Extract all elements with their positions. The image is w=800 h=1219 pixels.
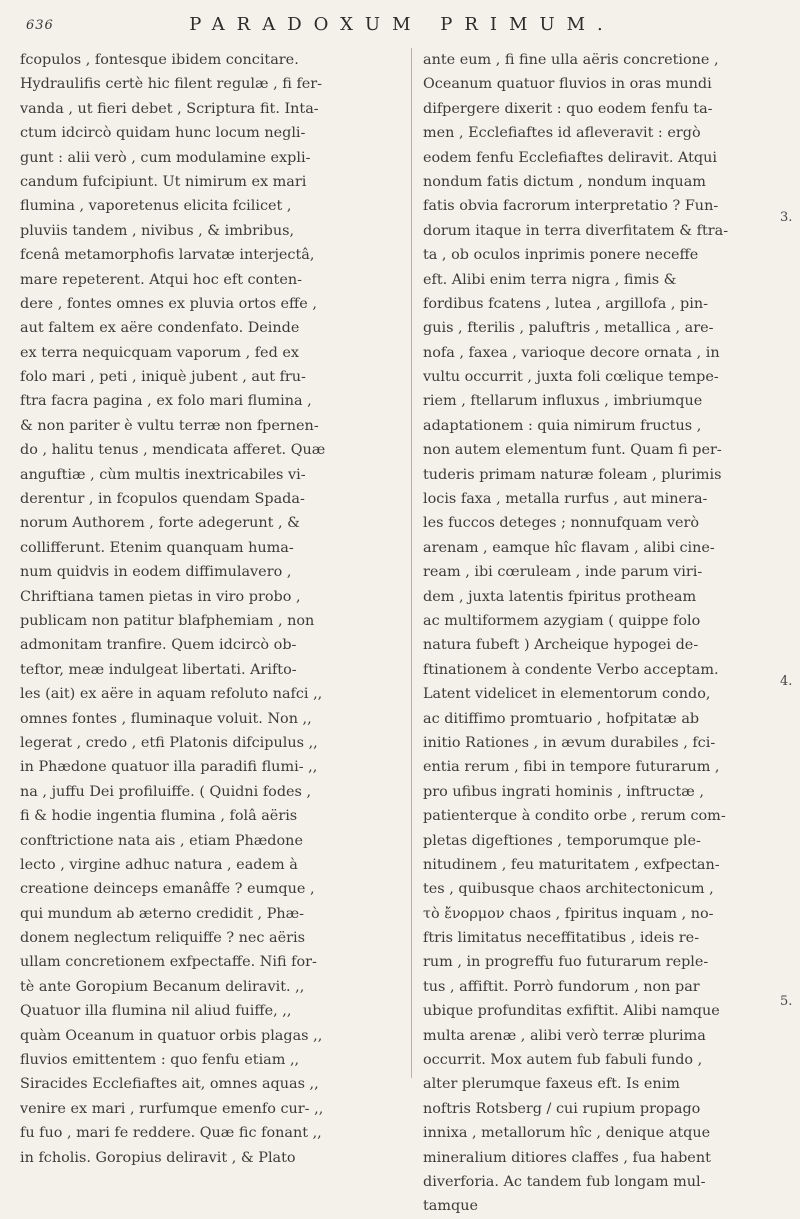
text-line: men , Ecclefiaftes id afleveravit : ergò [423, 125, 701, 142]
text-line: τὸ ἔνορμον chaos , fpiritus inquam , no- [423, 905, 714, 922]
text-line: na , juffu Dei profiluiffe. ( Quidni fodes , [20, 783, 312, 800]
text-line: dorum itaque in terra diverfitatem & ftra- [423, 222, 729, 239]
text-line: admonitam tranfire. Quem idcircò ob- [20, 637, 297, 654]
text-line: eft. Alibi enim terra nigra , fimis & [423, 271, 677, 288]
text-line: lecto , virgine adhuc natura , eadem à [20, 856, 298, 873]
margin-number: 5. [780, 994, 793, 1009]
text-line: tus , affiftit. Porrò fundorum , non par [423, 978, 700, 995]
text-line: fi & hodie ingentia flumina , folâ aëris [20, 808, 298, 825]
text-line: multa arenæ , alibi verò terræ plurima [423, 1027, 706, 1044]
text-line: ftris limitatus neceffitatibus , ideis re- [423, 930, 700, 947]
text-line: collifferunt. Etenim quanquam huma- [20, 539, 294, 556]
text-line: Quatuor illa flumina nil aliud fuiffe, ,, [20, 1003, 292, 1020]
text-line: ctum idcircò quidam hunc locum negli- [20, 125, 306, 142]
text-line: fluvios emittentem : quo fenfu etiam ,, [20, 1052, 300, 1069]
text-line: initio Rationes , in ævum durabiles , fci- [423, 734, 716, 751]
text-line: quàm Oceanum in quatuor orbis plagas ,, [20, 1027, 323, 1044]
text-line: anguftiæ , cùm multis inextricabiles vi- [20, 466, 306, 483]
text-line: innixa , metallorum hîc , denique atque [423, 1125, 711, 1142]
margin-number: 3. [780, 210, 793, 225]
text-line: tè ante Goropium Becanum deliravit. ,, [20, 978, 305, 995]
text-line: ante eum , fi fine ulla aëris concretione , [423, 52, 719, 68]
right-column [423, 48, 775, 1219]
text-line: tes , quibusque chaos architectonicum , [423, 881, 714, 898]
text-line: difpergere dixerit : quo eodem fenfu ta- [423, 100, 713, 117]
text-line: gunt : alii verò , cum modulamine expli- [20, 149, 311, 166]
text-line: riem , ftellarum influxus , imbriumque [423, 393, 703, 410]
text-line: ex terra nequicquam vaporum , fed ex [20, 344, 299, 361]
text-line: nondum fatis dictum , nondum inquam [423, 173, 706, 190]
page-header [24, 14, 780, 38]
text-line: Chriftiana tamen pietas in viro probo , [20, 588, 301, 605]
text-line: diverforia. Ac tandem fub longam mul- [423, 1173, 706, 1190]
text-line: alter plerumque faxeus eft. Is enim [423, 1076, 680, 1093]
text-line: patienterque à condito orbe , rerum com- [423, 808, 726, 825]
text-line: dem , juxta latentis fpiritus protheam [423, 588, 697, 605]
text-line: ftinationem à condente Verbo acceptam. [423, 661, 719, 678]
text-line: occurrit. Mox autem fub fabuli fundo , [423, 1052, 703, 1069]
text-line: aut faltem ex aëre condenfato. Deinde [20, 320, 300, 337]
text-line: les (ait) ex aëre in aquam refoluto nafci ,, [20, 686, 323, 703]
text-line: rum , in progreffu fuo futurarum reple- [423, 954, 709, 971]
text-line: ullam concretionem exfpectaffe. Nifi for- [20, 954, 317, 971]
text-line: nofa , faxea , varioque decore ornata , in [423, 344, 720, 361]
text-line: natura fubeft ) Archeique hypogei de- [423, 637, 699, 654]
text-line: norum Authorem , forte adegerunt , & [20, 515, 300, 532]
running-title: PARADOXUM PRIMUM. [189, 14, 615, 35]
text-line: fcopulos , fontesque ibidem concitare. [20, 52, 299, 68]
text-line: Siracides Ecclefiaftes ait, omnes aquas ,, [20, 1076, 319, 1093]
text-line: Oceanum quatuor fluvios in oras mundi [423, 76, 712, 93]
text-line: in fcholis. Goropius deliravit , & Plato [20, 1149, 296, 1166]
text-line: fu fuo , mari fe reddere. Quæ fic fonant ,, [20, 1125, 322, 1142]
text-line: creatione deinceps emanâffe ? eumque , [20, 881, 315, 898]
text-line: dere , fontes omnes ex pluvia ortos effe , [20, 295, 317, 312]
text-line: num quidvis in eodem diffimulavero , [20, 564, 292, 581]
text-line: venire ex mari , rurfumque emenfo cur- ,, [20, 1100, 324, 1117]
text-line: qui mundum ab æterno credidit , Phæ- [20, 905, 305, 922]
text-line: conftrictione nata ais , etiam Phædone [20, 832, 303, 849]
text-line: noftris Rotsberg / cui rupium propago [423, 1100, 701, 1117]
text-line: vultu occurrit , juxta foli cœlique tempe- [423, 369, 719, 386]
text-line: ream , ibi cœruleam , inde parum viri- [423, 564, 703, 581]
text-line: entia rerum , fibi in tempore futurarum , [423, 759, 720, 776]
text-line: pro ufibus ingrati hominis , inftructæ , [423, 783, 704, 800]
text-line: guis , fterilis , paluftris , metallica , are- [423, 320, 714, 337]
text-line: Hydraulifis certè hic filent regulæ , fi fer- [20, 76, 323, 93]
text-line: tuderis primam naturæ foleam , plurimis [423, 466, 722, 483]
text-line: pletas digeftiones , temporumque ple- [423, 832, 701, 849]
text-line: & non pariter è vultu terræ non fpernen- [20, 417, 319, 434]
text-line: Latent videlicet in elementorum condo, [423, 686, 711, 703]
page-number: 636 [26, 18, 54, 33]
text-line: eodem fenfu Ecclefiaftes deliravit. Atqui [423, 149, 717, 166]
text-line: arenam , eamque hîc flavam , alibi cine- [423, 539, 715, 556]
text-line: mare repeterent. Atqui hoc eft conten- [20, 271, 302, 288]
left-column [20, 48, 400, 1170]
text-line: ftra facra pagina , ex folo mari flumina , [20, 393, 312, 410]
text-line: publicam non patitur blafphemiam , non [20, 612, 315, 629]
text-line: non autem elementum funt. Quam fi per- [423, 442, 722, 459]
text-line: les fuccos deteges ; nonnufquam verò [423, 515, 700, 532]
text-line: adaptationem : quia nimirum fructus , [423, 417, 702, 434]
text-line: vanda , ut fieri debet , Scriptura fit. Inta- [20, 100, 319, 117]
text-line: do , halitu tenus , mendicata afferet. Quæ [20, 442, 326, 459]
text-line: mineralium ditiores claffes , fua habent [423, 1149, 711, 1166]
text-line: ac multiformem azygiam ( quippe folo [423, 612, 701, 629]
column-divider [411, 48, 412, 1078]
text-line: donem neglectum reliquiffe ? nec aëris [20, 930, 305, 947]
text-line: nitudinem , feu maturitatem , exfpectan- [423, 856, 720, 873]
text-line: flumina , vaporetenus elicita fcilicet , [20, 198, 292, 215]
text-line: in Phædone quatuor illa paradifi flumi- ,, [20, 759, 318, 776]
text-line: legerat , credo , etfi Platonis difcipulus ,, [20, 734, 318, 751]
text-line: tamque [423, 1198, 479, 1215]
margin-number: 4. [780, 674, 793, 689]
text-line: folo mari , peti , iniquè jubent , aut fru- [20, 369, 306, 386]
text-line: fatis obvia facrorum interpretatio ? Fun- [423, 198, 719, 215]
text-line: omnes fontes , fluminaque voluit. Non ,, [20, 710, 312, 727]
text-line: candum fufcipiunt. Ut nimirum ex mari [20, 173, 307, 190]
text-line: fcenâ metamorphofis larvatæ interjectâ, [20, 247, 315, 264]
text-line: ubique profunditas exfiftit. Alibi namque [423, 1003, 720, 1020]
text-line: fordibus fcatens , lutea , argillofa , pin- [423, 295, 708, 312]
text-line: teftor, meæ indulgeat libertati. Arifto- [20, 661, 297, 678]
text-line: ac ditiffimo promtuario , hofpitatæ ab [423, 710, 700, 727]
text-line: derentur , in fcopulos quendam Spada- [20, 491, 305, 508]
text-line: pluviis tandem , nivibus , & imbribus, [20, 222, 295, 239]
text-line: locis faxa , metalla rurfus , aut minera- [423, 491, 708, 508]
text-line: ta , ob oculos inprimis ponere neceffe [423, 247, 699, 264]
